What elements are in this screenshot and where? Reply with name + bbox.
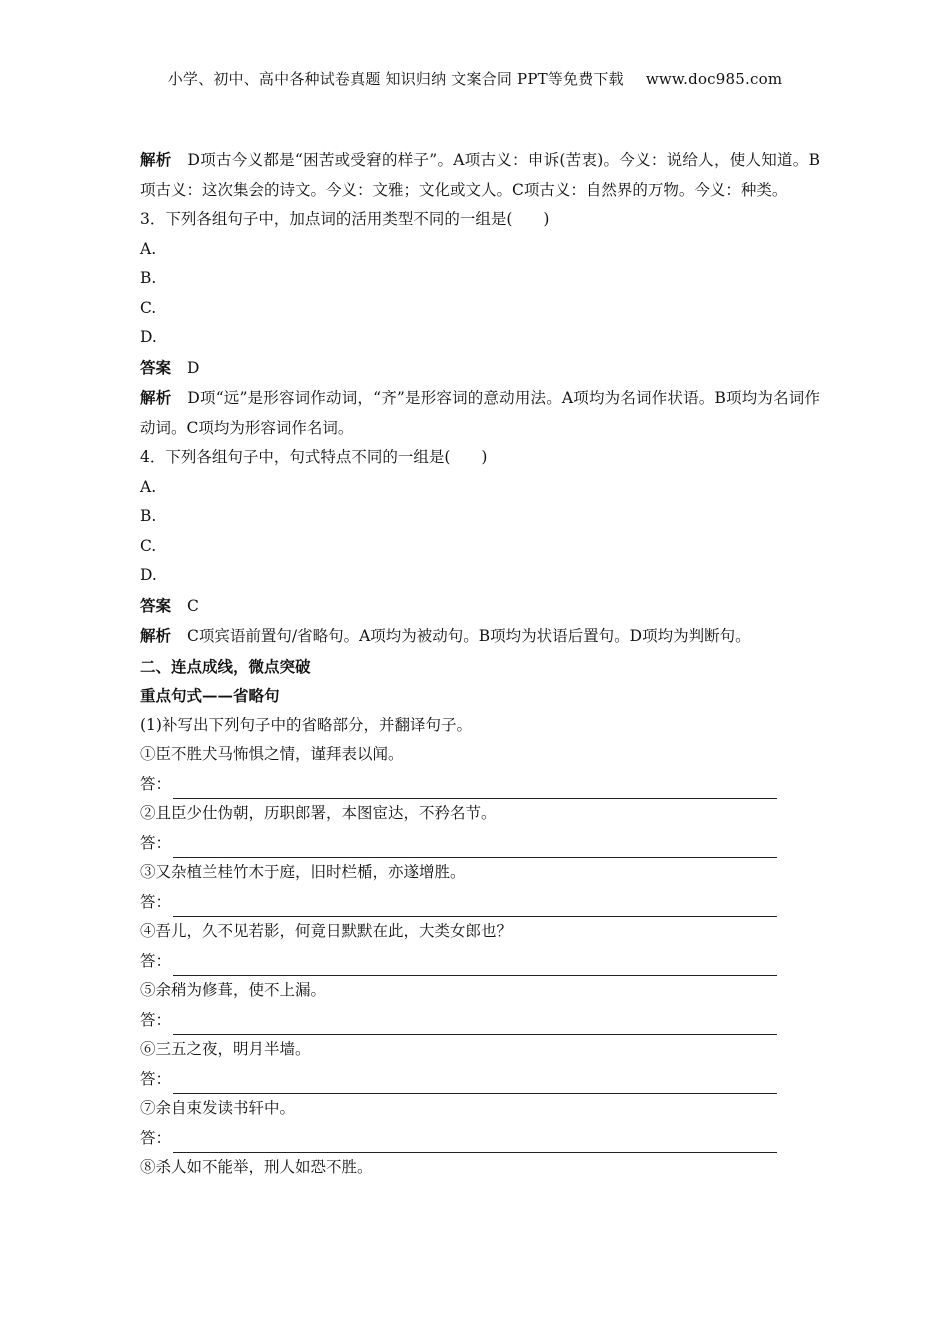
exercise-item-3: ③又杂植兰桂竹木于庭，旧时栏楯，亦遂增胜。	[140, 863, 466, 881]
exercise-item-8: ⑧杀人如不能举，刑人如恐不胜。	[140, 1158, 373, 1176]
q3-answer	[140, 353, 820, 384]
exercise-item-4: ④吾儿，久不见若影，何竟日默默在此，大类女郎也？	[140, 922, 513, 940]
answer-label: 答案	[140, 357, 172, 377]
page-header	[0, 68, 950, 89]
section-subtitle: 重点句式——省略句	[140, 686, 280, 705]
analysis-label: 解析	[140, 150, 172, 169]
answer-blank[interactable]	[173, 778, 777, 799]
analysis-label: 解析	[140, 388, 172, 407]
answer-line-3	[140, 888, 820, 918]
section-instruction: (1)补写出下列句子中的省略部分，并翻译句子。	[140, 715, 472, 734]
q4-option-b: B.	[140, 507, 157, 525]
answer-line-1	[140, 770, 820, 800]
answer-prefix: 答：	[140, 833, 172, 852]
answer-prefix: 答：	[140, 892, 172, 911]
answer-line-4	[140, 947, 820, 977]
answer-blank[interactable]	[173, 955, 777, 976]
answer-line-6	[140, 1065, 820, 1095]
answer-prefix: 答：	[140, 1010, 172, 1029]
exercise-item-5: ⑤余稍为修葺，使不上漏。	[140, 981, 327, 999]
q4-option-a: A.	[140, 477, 157, 496]
exercise-item-1: ①臣不胜犬马怖惧之情，谨拜表以闻。	[140, 745, 404, 763]
answer-label: 答案	[140, 595, 172, 615]
answer-line-2	[140, 829, 820, 859]
q4-option-c: C.	[140, 536, 157, 555]
q3-analysis	[140, 383, 820, 443]
answer-prefix: 答：	[140, 1069, 172, 1088]
exercise-item-6: ⑥三五之夜，明月半墙。	[140, 1040, 311, 1058]
answer-blank[interactable]	[173, 896, 777, 917]
answer-blank[interactable]	[173, 1132, 777, 1153]
q3-option-d: D.	[140, 328, 157, 346]
exercise-item-2: ②且臣少仕伪朝，历职郎署，本图宦达，不矜名节。	[140, 804, 497, 822]
analysis-label: 解析	[140, 626, 172, 645]
q4-option-d: D.	[140, 566, 157, 584]
answer-prefix: 答：	[140, 774, 172, 793]
answer-line-7	[140, 1124, 820, 1154]
answer-value: C	[187, 596, 199, 615]
analysis-text: D项“远”是形容词作动词，“齐”是形容词的意动用法。A项均为名词作状语。B项均为名词作动词。C项均为形容词作名词。	[140, 389, 820, 437]
answer-blank[interactable]	[173, 1073, 777, 1094]
header-text: 小学、初中、高中各种试卷真题 知识归纳 文案合同 PPT等免费下载	[167, 70, 624, 88]
section-title: 二、连点成线，微点突破	[140, 656, 311, 676]
analysis-text: D项古今义都是“困苦或受窘的样子”。A项古义：申诉(苦衷)。今义：说给人，使人知道。B项古义：这次集会的诗文。今义：文雅；文化或文人。C项古义：自然界的万物。今义：种类。	[140, 151, 820, 199]
q3-option-c: C.	[140, 298, 157, 317]
answer-prefix: 答：	[140, 1128, 172, 1147]
header-url[interactable]: www.doc985.com	[645, 70, 783, 88]
q4-answer	[140, 591, 820, 622]
answer-blank[interactable]	[173, 1014, 777, 1035]
q4-stem: 4．下列各组句子中，句式特点不同的一组是( )	[140, 448, 488, 466]
exercise-item-7: ⑦余自束发读书轩中。	[140, 1099, 296, 1117]
q3-option-a: A.	[140, 239, 157, 258]
answer-line-5	[140, 1006, 820, 1036]
q3-option-b: B.	[140, 269, 157, 287]
answer-prefix: 答：	[140, 951, 172, 970]
document-body	[140, 145, 820, 1183]
answer-value: D	[187, 358, 200, 377]
q2-analysis	[140, 145, 820, 205]
q3-stem: 3．下列各组句子中，加点词的活用类型不同的一组是( )	[140, 210, 550, 228]
q4-analysis	[140, 621, 820, 652]
analysis-text: C项宾语前置句/省略句。A项均为被动句。B项均为状语后置句。D项均为判断句。	[187, 627, 751, 645]
answer-blank[interactable]	[173, 837, 777, 858]
